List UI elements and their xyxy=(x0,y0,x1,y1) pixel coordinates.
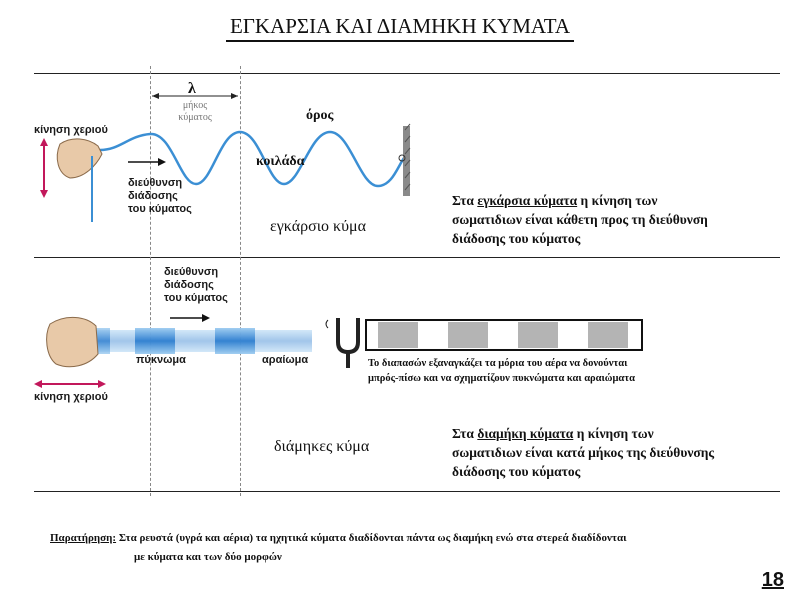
middle-divider xyxy=(34,257,780,258)
longitudinal-hand-motion-label: κίνηση χεριού xyxy=(34,391,108,403)
hand-motion-arrow xyxy=(40,138,48,198)
propagation-direction-label: διεύθυνση διάδοσης του κύματος xyxy=(128,177,192,215)
transverse-term: εγκάρσια κύματα xyxy=(477,193,578,208)
longitudinal-caption: διάμηκες κύμα xyxy=(274,438,370,455)
propagation-arrow xyxy=(128,158,166,166)
transverse-caption: εγκάρσιο κύμα xyxy=(270,218,366,235)
wavelength-label: μήκος κύματος xyxy=(178,100,212,123)
bottom-divider xyxy=(34,491,780,492)
trough-label: κοιλάδα xyxy=(256,154,305,169)
hand-icon xyxy=(57,139,102,222)
page-number: 18 xyxy=(761,569,784,591)
longitudinal-direction-label: διεύθυνση διάδοσης του κύματος xyxy=(164,266,228,304)
transverse-description: Στα εγκάρσια κύματα η κίνηση των σωματιδιων είναι κάθετη προς τη διεύθυνση διάδοσης του κύματος xyxy=(452,193,708,246)
longitudinal-propagation-arrow xyxy=(170,314,210,322)
air-tube xyxy=(366,320,642,350)
page-title: ΕΓΚΑΡΣΙΑ ΚΑΙ ΔΙΑΜΗΚΗ ΚΥΜΑΤΑ xyxy=(0,14,800,39)
lambda-symbol: λ xyxy=(188,80,196,97)
crest-label: όρος xyxy=(306,108,334,123)
longitudinal-wave-diagram xyxy=(0,300,330,400)
note-label: Παρατήρηση: xyxy=(50,532,117,544)
note: Παρατήρηση: Στα ρευστά (υγρά και αέρια) τα ηχητικά κύματα διαδίδονται πάντα ως διαμήκη ενώ στα στερεά διαδίδονται με κύματα και των δύο μορφών xyxy=(50,532,627,563)
hand-motion-label: κίνηση χεριού xyxy=(34,124,108,136)
rarefaction-label: αραίωμα xyxy=(262,354,309,366)
longitudinal-description: Στα διαμήκη κύματα η κίνηση των σωματιδιων είναι κατά μήκος της διεύθυνσης διάδοσης του κύματος xyxy=(452,426,715,479)
longitudinal-hand-icon xyxy=(47,317,98,366)
spring xyxy=(92,328,312,354)
wall xyxy=(399,124,410,196)
transverse-wave-diagram xyxy=(0,74,440,224)
tuning-fork-icon xyxy=(326,318,368,368)
longitudinal-term: διαμήκη κύματα xyxy=(477,426,574,441)
longitudinal-hand-motion-arrow xyxy=(34,380,106,388)
compression-label: πύκνωμα xyxy=(136,354,186,366)
tuning-fork-caption: Το διαπασών εξαναγκάζει τα μόρια του αέρα να δονούνται μπρός-πίσω και να σχηματίζουν πυκνώματα και αραιώματα xyxy=(368,358,635,384)
